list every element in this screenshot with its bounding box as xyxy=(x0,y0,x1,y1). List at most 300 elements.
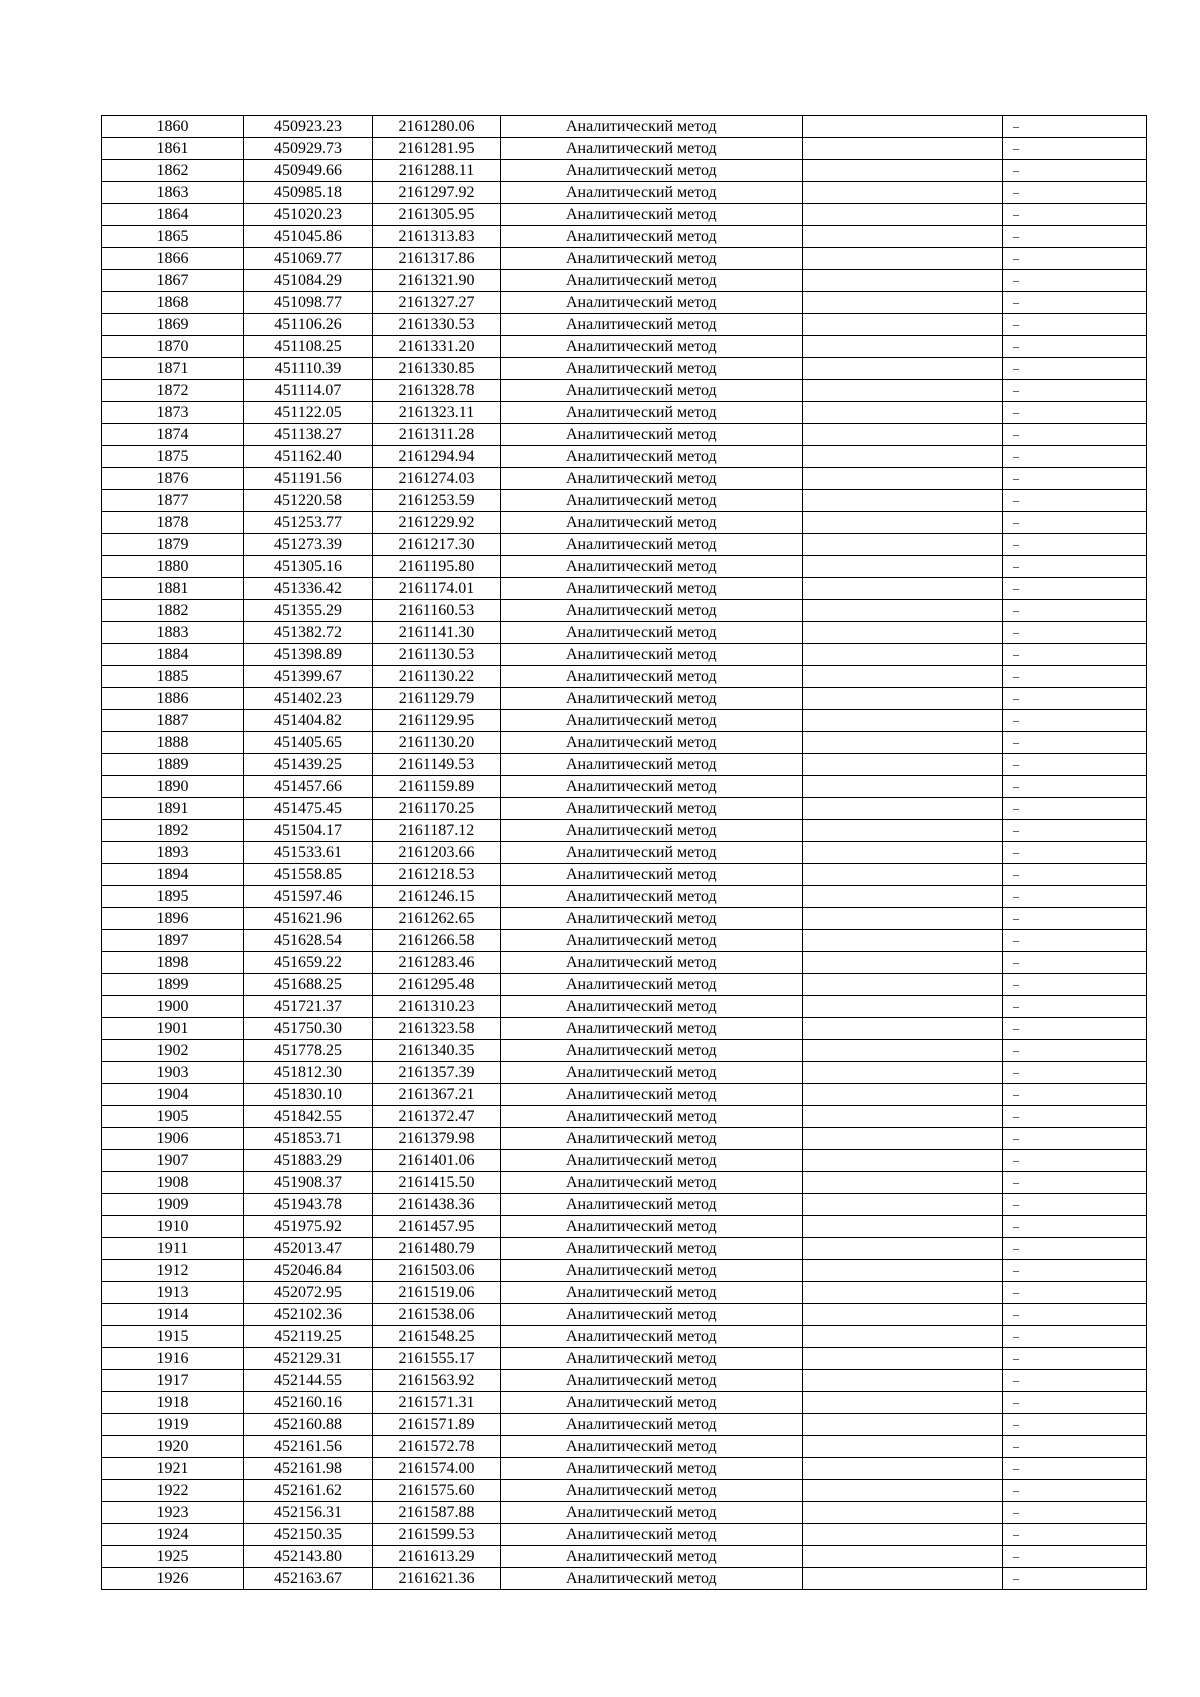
y-coordinate-cell: 2161519.06 xyxy=(373,1282,501,1304)
point-number-cell: 1891 xyxy=(102,798,244,820)
y-coordinate-cell: 2161129.79 xyxy=(373,688,501,710)
table-row xyxy=(102,1524,1147,1546)
dash-cell: – xyxy=(1003,1216,1147,1238)
y-coordinate-cell: 2161572.78 xyxy=(373,1436,501,1458)
table-row xyxy=(102,1018,1147,1040)
empty-cell xyxy=(803,842,1003,864)
dash-cell: – xyxy=(1003,842,1147,864)
y-coordinate-cell: 2161571.89 xyxy=(373,1414,501,1436)
method-cell: Аналитический метод xyxy=(501,1414,803,1436)
coordinates-table-body xyxy=(102,116,1147,1590)
empty-cell xyxy=(803,1084,1003,1106)
empty-cell xyxy=(803,1128,1003,1150)
table-row xyxy=(102,864,1147,886)
method-cell: Аналитический метод xyxy=(501,1304,803,1326)
point-number-cell: 1914 xyxy=(102,1304,244,1326)
y-coordinate-cell: 2161357.39 xyxy=(373,1062,501,1084)
x-coordinate-cell: 452150.35 xyxy=(244,1524,373,1546)
x-coordinate-cell: 450949.66 xyxy=(244,160,373,182)
point-number-cell: 1886 xyxy=(102,688,244,710)
method-cell: Аналитический метод xyxy=(501,578,803,600)
dash-cell: – xyxy=(1003,358,1147,380)
x-coordinate-cell: 452161.62 xyxy=(244,1480,373,1502)
dash-cell: – xyxy=(1003,1194,1147,1216)
x-coordinate-cell: 452161.98 xyxy=(244,1458,373,1480)
dash-cell: – xyxy=(1003,490,1147,512)
dash-cell: – xyxy=(1003,182,1147,204)
x-coordinate-cell: 451404.82 xyxy=(244,710,373,732)
dash-cell: – xyxy=(1003,1238,1147,1260)
dash-cell: – xyxy=(1003,226,1147,248)
y-coordinate-cell: 2161274.03 xyxy=(373,468,501,490)
method-cell: Аналитический метод xyxy=(501,974,803,996)
y-coordinate-cell: 2161415.50 xyxy=(373,1172,501,1194)
empty-cell xyxy=(803,600,1003,622)
empty-cell xyxy=(803,578,1003,600)
table-row xyxy=(102,1546,1147,1568)
table-row xyxy=(102,1326,1147,1348)
empty-cell xyxy=(803,1216,1003,1238)
point-number-cell: 1872 xyxy=(102,380,244,402)
empty-cell xyxy=(803,556,1003,578)
method-cell: Аналитический метод xyxy=(501,314,803,336)
method-cell: Аналитический метод xyxy=(501,336,803,358)
point-number-cell: 1867 xyxy=(102,270,244,292)
x-coordinate-cell: 451688.25 xyxy=(244,974,373,996)
x-coordinate-cell: 452013.47 xyxy=(244,1238,373,1260)
dash-cell: – xyxy=(1003,336,1147,358)
empty-cell xyxy=(803,820,1003,842)
x-coordinate-cell: 451621.96 xyxy=(244,908,373,930)
method-cell: Аналитический метод xyxy=(501,490,803,512)
method-cell: Аналитический метод xyxy=(501,732,803,754)
method-cell: Аналитический метод xyxy=(501,1348,803,1370)
y-coordinate-cell: 2161613.29 xyxy=(373,1546,501,1568)
empty-cell xyxy=(803,1436,1003,1458)
x-coordinate-cell: 451253.77 xyxy=(244,512,373,534)
point-number-cell: 1881 xyxy=(102,578,244,600)
dash-cell: – xyxy=(1003,1568,1147,1590)
point-number-cell: 1892 xyxy=(102,820,244,842)
y-coordinate-cell: 2161372.47 xyxy=(373,1106,501,1128)
table-row xyxy=(102,1568,1147,1590)
x-coordinate-cell: 451020.23 xyxy=(244,204,373,226)
y-coordinate-cell: 2161323.58 xyxy=(373,1018,501,1040)
method-cell: Аналитический метод xyxy=(501,292,803,314)
point-number-cell: 1899 xyxy=(102,974,244,996)
table-row xyxy=(102,534,1147,556)
point-number-cell: 1878 xyxy=(102,512,244,534)
x-coordinate-cell: 451114.07 xyxy=(244,380,373,402)
method-cell: Аналитический метод xyxy=(501,424,803,446)
table-row xyxy=(102,138,1147,160)
point-number-cell: 1879 xyxy=(102,534,244,556)
table-row xyxy=(102,1392,1147,1414)
method-cell: Аналитический метод xyxy=(501,1524,803,1546)
empty-cell xyxy=(803,974,1003,996)
x-coordinate-cell: 451908.37 xyxy=(244,1172,373,1194)
empty-cell xyxy=(803,1370,1003,1392)
method-cell: Аналитический метод xyxy=(501,842,803,864)
x-coordinate-cell: 451975.92 xyxy=(244,1216,373,1238)
y-coordinate-cell: 2161217.30 xyxy=(373,534,501,556)
x-coordinate-cell: 451336.42 xyxy=(244,578,373,600)
x-coordinate-cell: 451842.55 xyxy=(244,1106,373,1128)
y-coordinate-cell: 2161246.15 xyxy=(373,886,501,908)
x-coordinate-cell: 451162.40 xyxy=(244,446,373,468)
dash-cell: – xyxy=(1003,1480,1147,1502)
point-number-cell: 1874 xyxy=(102,424,244,446)
table-row xyxy=(102,996,1147,1018)
method-cell: Аналитический метод xyxy=(501,1568,803,1590)
empty-cell xyxy=(803,1150,1003,1172)
x-coordinate-cell: 452144.55 xyxy=(244,1370,373,1392)
x-coordinate-cell: 451457.66 xyxy=(244,776,373,798)
empty-cell xyxy=(803,754,1003,776)
table-row xyxy=(102,622,1147,644)
point-number-cell: 1908 xyxy=(102,1172,244,1194)
dash-cell: – xyxy=(1003,1392,1147,1414)
point-number-cell: 1900 xyxy=(102,996,244,1018)
y-coordinate-cell: 2161379.98 xyxy=(373,1128,501,1150)
dash-cell: – xyxy=(1003,952,1147,974)
point-number-cell: 1866 xyxy=(102,248,244,270)
x-coordinate-cell: 451533.61 xyxy=(244,842,373,864)
empty-cell xyxy=(803,908,1003,930)
method-cell: Аналитический метод xyxy=(501,1150,803,1172)
dash-cell: – xyxy=(1003,820,1147,842)
point-number-cell: 1924 xyxy=(102,1524,244,1546)
dash-cell: – xyxy=(1003,1260,1147,1282)
empty-cell xyxy=(803,204,1003,226)
x-coordinate-cell: 452129.31 xyxy=(244,1348,373,1370)
empty-cell xyxy=(803,468,1003,490)
point-number-cell: 1913 xyxy=(102,1282,244,1304)
method-cell: Аналитический метод xyxy=(501,952,803,974)
table-row xyxy=(102,754,1147,776)
dash-cell: – xyxy=(1003,886,1147,908)
method-cell: Аналитический метод xyxy=(501,600,803,622)
method-cell: Аналитический метод xyxy=(501,248,803,270)
x-coordinate-cell: 451382.72 xyxy=(244,622,373,644)
method-cell: Аналитический метод xyxy=(501,688,803,710)
y-coordinate-cell: 2161159.89 xyxy=(373,776,501,798)
dash-cell: – xyxy=(1003,798,1147,820)
point-number-cell: 1864 xyxy=(102,204,244,226)
point-number-cell: 1876 xyxy=(102,468,244,490)
dash-cell: – xyxy=(1003,1128,1147,1150)
x-coordinate-cell: 450923.23 xyxy=(244,116,373,138)
y-coordinate-cell: 2161367.21 xyxy=(373,1084,501,1106)
empty-cell xyxy=(803,1282,1003,1304)
table-row xyxy=(102,1414,1147,1436)
method-cell: Аналитический метод xyxy=(501,908,803,930)
x-coordinate-cell: 451659.22 xyxy=(244,952,373,974)
dash-cell: – xyxy=(1003,138,1147,160)
x-coordinate-cell: 451405.65 xyxy=(244,732,373,754)
empty-cell xyxy=(803,622,1003,644)
y-coordinate-cell: 2161317.86 xyxy=(373,248,501,270)
x-coordinate-cell: 451628.54 xyxy=(244,930,373,952)
x-coordinate-cell: 451943.78 xyxy=(244,1194,373,1216)
x-coordinate-cell: 451138.27 xyxy=(244,424,373,446)
dash-cell: – xyxy=(1003,864,1147,886)
y-coordinate-cell: 2161297.92 xyxy=(373,182,501,204)
table-row xyxy=(102,1370,1147,1392)
point-number-cell: 1901 xyxy=(102,1018,244,1040)
x-coordinate-cell: 451220.58 xyxy=(244,490,373,512)
y-coordinate-cell: 2161141.30 xyxy=(373,622,501,644)
point-number-cell: 1862 xyxy=(102,160,244,182)
y-coordinate-cell: 2161555.17 xyxy=(373,1348,501,1370)
table-row xyxy=(102,952,1147,974)
x-coordinate-cell: 451305.16 xyxy=(244,556,373,578)
table-row xyxy=(102,1194,1147,1216)
empty-cell xyxy=(803,644,1003,666)
point-number-cell: 1889 xyxy=(102,754,244,776)
empty-cell xyxy=(803,512,1003,534)
x-coordinate-cell: 451883.29 xyxy=(244,1150,373,1172)
table-row xyxy=(102,314,1147,336)
y-coordinate-cell: 2161288.11 xyxy=(373,160,501,182)
method-cell: Аналитический метод xyxy=(501,820,803,842)
point-number-cell: 1921 xyxy=(102,1458,244,1480)
table-row xyxy=(102,820,1147,842)
table-row xyxy=(102,1480,1147,1502)
y-coordinate-cell: 2161401.06 xyxy=(373,1150,501,1172)
table-row xyxy=(102,160,1147,182)
x-coordinate-cell: 451402.23 xyxy=(244,688,373,710)
dash-cell: – xyxy=(1003,270,1147,292)
method-cell: Аналитический метод xyxy=(501,358,803,380)
method-cell: Аналитический метод xyxy=(501,512,803,534)
empty-cell xyxy=(803,1238,1003,1260)
table-row xyxy=(102,402,1147,424)
method-cell: Аналитический метод xyxy=(501,1436,803,1458)
point-number-cell: 1888 xyxy=(102,732,244,754)
method-cell: Аналитический метод xyxy=(501,226,803,248)
point-number-cell: 1919 xyxy=(102,1414,244,1436)
y-coordinate-cell: 2161480.79 xyxy=(373,1238,501,1260)
method-cell: Аналитический метод xyxy=(501,864,803,886)
x-coordinate-cell: 451853.71 xyxy=(244,1128,373,1150)
table-row xyxy=(102,666,1147,688)
method-cell: Аналитический метод xyxy=(501,270,803,292)
table-row xyxy=(102,1172,1147,1194)
table-row xyxy=(102,468,1147,490)
dash-cell: – xyxy=(1003,1150,1147,1172)
dash-cell: – xyxy=(1003,424,1147,446)
x-coordinate-cell: 451558.85 xyxy=(244,864,373,886)
x-coordinate-cell: 452160.88 xyxy=(244,1414,373,1436)
y-coordinate-cell: 2161574.00 xyxy=(373,1458,501,1480)
x-coordinate-cell: 452119.25 xyxy=(244,1326,373,1348)
point-number-cell: 1890 xyxy=(102,776,244,798)
dash-cell: – xyxy=(1003,1326,1147,1348)
method-cell: Аналитический метод xyxy=(501,886,803,908)
table-row xyxy=(102,886,1147,908)
y-coordinate-cell: 2161538.06 xyxy=(373,1304,501,1326)
empty-cell xyxy=(803,1480,1003,1502)
table-row xyxy=(102,204,1147,226)
y-coordinate-cell: 2161621.36 xyxy=(373,1568,501,1590)
empty-cell xyxy=(803,1546,1003,1568)
method-cell: Аналитический метод xyxy=(501,1040,803,1062)
point-number-cell: 1885 xyxy=(102,666,244,688)
empty-cell xyxy=(803,688,1003,710)
empty-cell xyxy=(803,798,1003,820)
empty-cell xyxy=(803,666,1003,688)
empty-cell xyxy=(803,1568,1003,1590)
dash-cell: – xyxy=(1003,248,1147,270)
method-cell: Аналитический метод xyxy=(501,1172,803,1194)
table-row xyxy=(102,776,1147,798)
y-coordinate-cell: 2161438.36 xyxy=(373,1194,501,1216)
point-number-cell: 1860 xyxy=(102,116,244,138)
x-coordinate-cell: 451069.77 xyxy=(244,248,373,270)
empty-cell xyxy=(803,710,1003,732)
dash-cell: – xyxy=(1003,1018,1147,1040)
point-number-cell: 1887 xyxy=(102,710,244,732)
y-coordinate-cell: 2161174.01 xyxy=(373,578,501,600)
method-cell: Аналитический метод xyxy=(501,1194,803,1216)
empty-cell xyxy=(803,1326,1003,1348)
dash-cell: – xyxy=(1003,710,1147,732)
y-coordinate-cell: 2161218.53 xyxy=(373,864,501,886)
table-row xyxy=(102,1436,1147,1458)
empty-cell xyxy=(803,270,1003,292)
y-coordinate-cell: 2161283.46 xyxy=(373,952,501,974)
table-row xyxy=(102,270,1147,292)
dash-cell: – xyxy=(1003,644,1147,666)
method-cell: Аналитический метод xyxy=(501,996,803,1018)
y-coordinate-cell: 2161170.25 xyxy=(373,798,501,820)
dash-cell: – xyxy=(1003,512,1147,534)
empty-cell xyxy=(803,1040,1003,1062)
x-coordinate-cell: 451399.67 xyxy=(244,666,373,688)
point-number-cell: 1870 xyxy=(102,336,244,358)
method-cell: Аналитический метод xyxy=(501,776,803,798)
dash-cell: – xyxy=(1003,1282,1147,1304)
dash-cell: – xyxy=(1003,930,1147,952)
point-number-cell: 1897 xyxy=(102,930,244,952)
empty-cell xyxy=(803,1018,1003,1040)
dash-cell: – xyxy=(1003,996,1147,1018)
y-coordinate-cell: 2161548.25 xyxy=(373,1326,501,1348)
method-cell: Аналитический метод xyxy=(501,1260,803,1282)
y-coordinate-cell: 2161266.58 xyxy=(373,930,501,952)
point-number-cell: 1877 xyxy=(102,490,244,512)
empty-cell xyxy=(803,776,1003,798)
method-cell: Аналитический метод xyxy=(501,468,803,490)
method-cell: Аналитический метод xyxy=(501,160,803,182)
x-coordinate-cell: 451812.30 xyxy=(244,1062,373,1084)
y-coordinate-cell: 2161575.60 xyxy=(373,1480,501,1502)
x-coordinate-cell: 451084.29 xyxy=(244,270,373,292)
table-row xyxy=(102,732,1147,754)
method-cell: Аналитический метод xyxy=(501,1370,803,1392)
coordinates-table xyxy=(101,115,1147,1590)
empty-cell xyxy=(803,1062,1003,1084)
method-cell: Аналитический метод xyxy=(501,1084,803,1106)
dash-cell: – xyxy=(1003,974,1147,996)
dash-cell: – xyxy=(1003,468,1147,490)
point-number-cell: 1869 xyxy=(102,314,244,336)
x-coordinate-cell: 451108.25 xyxy=(244,336,373,358)
point-number-cell: 1880 xyxy=(102,556,244,578)
y-coordinate-cell: 2161587.88 xyxy=(373,1502,501,1524)
empty-cell xyxy=(803,886,1003,908)
table-row xyxy=(102,1502,1147,1524)
x-coordinate-cell: 450929.73 xyxy=(244,138,373,160)
y-coordinate-cell: 2161130.53 xyxy=(373,644,501,666)
method-cell: Аналитический метод xyxy=(501,644,803,666)
dash-cell: – xyxy=(1003,116,1147,138)
point-number-cell: 1918 xyxy=(102,1392,244,1414)
y-coordinate-cell: 2161130.20 xyxy=(373,732,501,754)
table-row xyxy=(102,1238,1147,1260)
x-coordinate-cell: 452156.31 xyxy=(244,1502,373,1524)
dash-cell: – xyxy=(1003,160,1147,182)
method-cell: Аналитический метод xyxy=(501,1216,803,1238)
empty-cell xyxy=(803,138,1003,160)
dash-cell: – xyxy=(1003,776,1147,798)
y-coordinate-cell: 2161457.95 xyxy=(373,1216,501,1238)
method-cell: Аналитический метод xyxy=(501,1018,803,1040)
empty-cell xyxy=(803,1260,1003,1282)
dash-cell: – xyxy=(1003,1436,1147,1458)
table-row xyxy=(102,1348,1147,1370)
point-number-cell: 1883 xyxy=(102,622,244,644)
dash-cell: – xyxy=(1003,622,1147,644)
dash-cell: – xyxy=(1003,204,1147,226)
point-number-cell: 1871 xyxy=(102,358,244,380)
y-coordinate-cell: 2161130.22 xyxy=(373,666,501,688)
empty-cell xyxy=(803,1194,1003,1216)
x-coordinate-cell: 451191.56 xyxy=(244,468,373,490)
point-number-cell: 1863 xyxy=(102,182,244,204)
dash-cell: – xyxy=(1003,578,1147,600)
empty-cell xyxy=(803,952,1003,974)
point-number-cell: 1916 xyxy=(102,1348,244,1370)
point-number-cell: 1903 xyxy=(102,1062,244,1084)
x-coordinate-cell: 451098.77 xyxy=(244,292,373,314)
table-row xyxy=(102,688,1147,710)
y-coordinate-cell: 2161313.83 xyxy=(373,226,501,248)
point-number-cell: 1912 xyxy=(102,1260,244,1282)
y-coordinate-cell: 2161280.06 xyxy=(373,116,501,138)
dash-cell: – xyxy=(1003,446,1147,468)
point-number-cell: 1907 xyxy=(102,1150,244,1172)
table-row xyxy=(102,644,1147,666)
dash-cell: – xyxy=(1003,600,1147,622)
empty-cell xyxy=(803,1172,1003,1194)
empty-cell xyxy=(803,380,1003,402)
empty-cell xyxy=(803,292,1003,314)
point-number-cell: 1922 xyxy=(102,1480,244,1502)
point-number-cell: 1865 xyxy=(102,226,244,248)
table-row xyxy=(102,974,1147,996)
method-cell: Аналитический метод xyxy=(501,930,803,952)
method-cell: Аналитический метод xyxy=(501,710,803,732)
method-cell: Аналитический метод xyxy=(501,380,803,402)
x-coordinate-cell: 451597.46 xyxy=(244,886,373,908)
point-number-cell: 1893 xyxy=(102,842,244,864)
y-coordinate-cell: 2161328.78 xyxy=(373,380,501,402)
method-cell: Аналитический метод xyxy=(501,1128,803,1150)
y-coordinate-cell: 2161330.53 xyxy=(373,314,501,336)
point-number-cell: 1902 xyxy=(102,1040,244,1062)
